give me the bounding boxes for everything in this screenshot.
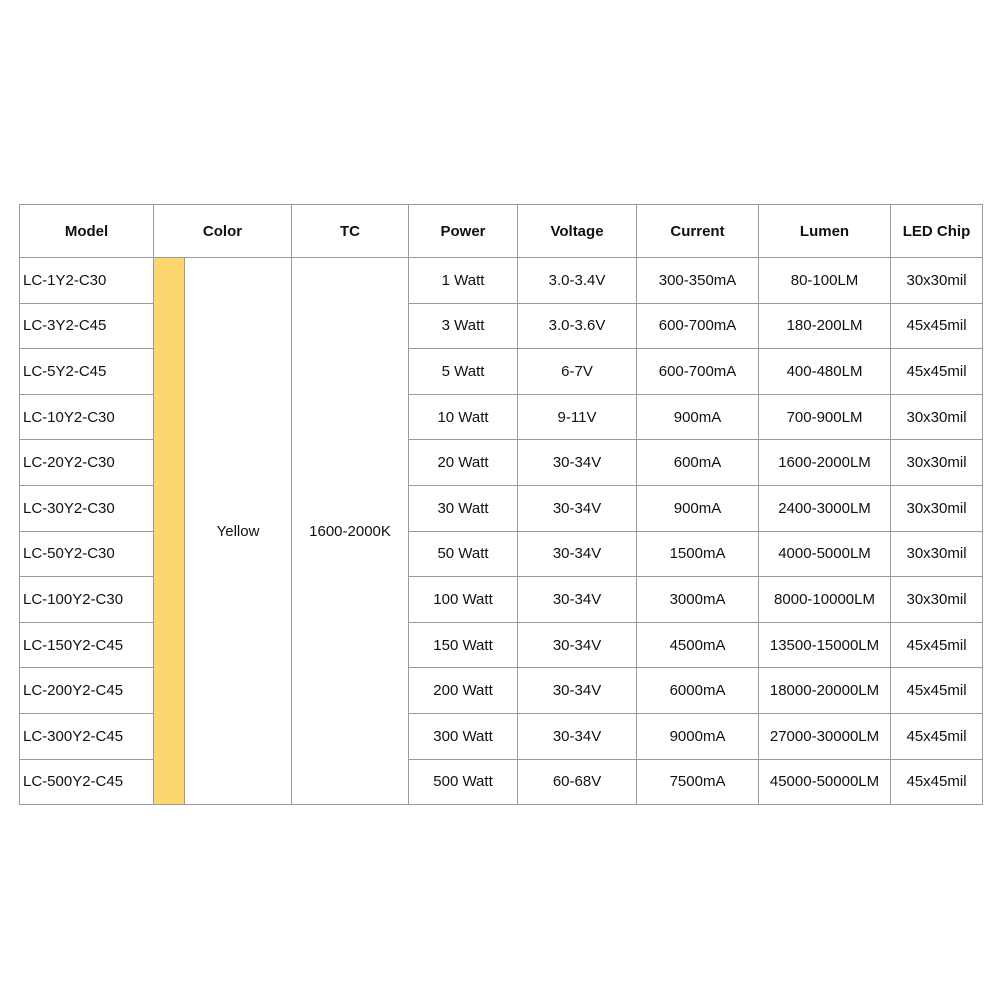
model-cell: LC-10Y2-C30 <box>20 394 154 440</box>
current-cell: 600-700mA <box>637 303 759 349</box>
power-cell: 30 Watt <box>409 485 518 531</box>
current-cell: 600mA <box>637 440 759 486</box>
voltage-cell: 30-34V <box>518 485 637 531</box>
model-cell: LC-150Y2-C45 <box>20 622 154 668</box>
lumen-cell: 45000-50000LM <box>759 759 891 805</box>
lumen-cell: 4000-5000LM <box>759 531 891 577</box>
voltage-cell: 60-68V <box>518 759 637 805</box>
current-cell: 300-350mA <box>637 258 759 304</box>
power-cell: 50 Watt <box>409 531 518 577</box>
led-chip-cell: 30x30mil <box>891 531 983 577</box>
header-lumen: Lumen <box>759 205 891 258</box>
current-cell: 900mA <box>637 394 759 440</box>
current-cell: 1500mA <box>637 531 759 577</box>
table-body <box>20 258 983 805</box>
model-cell: LC-3Y2-C45 <box>20 303 154 349</box>
current-cell: 6000mA <box>637 668 759 714</box>
lumen-cell: 700-900LM <box>759 394 891 440</box>
voltage-cell: 30-34V <box>518 531 637 577</box>
header-power: Power <box>409 205 518 258</box>
power-cell: 5 Watt <box>409 349 518 395</box>
led-chip-cell: 45x45mil <box>891 349 983 395</box>
lumen-cell: 80-100LM <box>759 258 891 304</box>
model-cell: LC-20Y2-C30 <box>20 440 154 486</box>
model-cell: LC-5Y2-C45 <box>20 349 154 395</box>
led-chip-cell: 30x30mil <box>891 394 983 440</box>
current-cell: 7500mA <box>637 759 759 805</box>
lumen-cell: 13500-15000LM <box>759 622 891 668</box>
header-voltage: Voltage <box>518 205 637 258</box>
tc-cell: 1600-2000K <box>292 258 409 805</box>
model-cell: LC-200Y2-C45 <box>20 668 154 714</box>
power-cell: 300 Watt <box>409 713 518 759</box>
header-row <box>20 205 983 258</box>
led-chip-cell: 45x45mil <box>891 759 983 805</box>
header-tc: TC <box>292 205 409 258</box>
voltage-cell: 6-7V <box>518 349 637 395</box>
led-chip-cell: 30x30mil <box>891 258 983 304</box>
lumen-cell: 8000-10000LM <box>759 577 891 623</box>
voltage-cell: 30-34V <box>518 622 637 668</box>
led-chip-cell: 45x45mil <box>891 303 983 349</box>
voltage-cell: 30-34V <box>518 668 637 714</box>
model-cell: LC-30Y2-C30 <box>20 485 154 531</box>
current-cell: 900mA <box>637 485 759 531</box>
led-chip-cell: 30x30mil <box>891 440 983 486</box>
color-swatch <box>154 258 185 805</box>
lumen-cell: 1600-2000LM <box>759 440 891 486</box>
voltage-cell: 30-34V <box>518 577 637 623</box>
power-cell: 1 Watt <box>409 258 518 304</box>
power-cell: 200 Watt <box>409 668 518 714</box>
led-chip-cell: 45x45mil <box>891 622 983 668</box>
header-model: Model <box>20 205 154 258</box>
voltage-cell: 30-34V <box>518 440 637 486</box>
model-cell: LC-500Y2-C45 <box>20 759 154 805</box>
voltage-cell: 3.0-3.4V <box>518 258 637 304</box>
power-cell: 20 Watt <box>409 440 518 486</box>
voltage-cell: 30-34V <box>518 713 637 759</box>
power-cell: 100 Watt <box>409 577 518 623</box>
model-cell: LC-50Y2-C30 <box>20 531 154 577</box>
power-cell: 500 Watt <box>409 759 518 805</box>
power-cell: 150 Watt <box>409 622 518 668</box>
header-current: Current <box>637 205 759 258</box>
model-cell: LC-1Y2-C30 <box>20 258 154 304</box>
lumen-cell: 180-200LM <box>759 303 891 349</box>
current-cell: 600-700mA <box>637 349 759 395</box>
led-chip-cell: 30x30mil <box>891 577 983 623</box>
lumen-cell: 2400-3000LM <box>759 485 891 531</box>
current-cell: 9000mA <box>637 713 759 759</box>
lumen-cell: 18000-20000LM <box>759 668 891 714</box>
lumen-cell: 400-480LM <box>759 349 891 395</box>
power-cell: 3 Watt <box>409 303 518 349</box>
led-chip-cell: 30x30mil <box>891 485 983 531</box>
voltage-cell: 3.0-3.6V <box>518 303 637 349</box>
table-row <box>20 258 983 304</box>
voltage-cell: 9-11V <box>518 394 637 440</box>
current-cell: 3000mA <box>637 577 759 623</box>
model-cell: LC-300Y2-C45 <box>20 713 154 759</box>
spec-table <box>19 204 983 805</box>
model-cell: LC-100Y2-C30 <box>20 577 154 623</box>
led-chip-cell: 45x45mil <box>891 668 983 714</box>
lumen-cell: 27000-30000LM <box>759 713 891 759</box>
power-cell: 10 Watt <box>409 394 518 440</box>
color-cell: Yellow <box>185 258 292 805</box>
header-led-chip: LED Chip <box>891 205 983 258</box>
led-chip-cell: 45x45mil <box>891 713 983 759</box>
current-cell: 4500mA <box>637 622 759 668</box>
header-color: Color <box>154 205 292 258</box>
